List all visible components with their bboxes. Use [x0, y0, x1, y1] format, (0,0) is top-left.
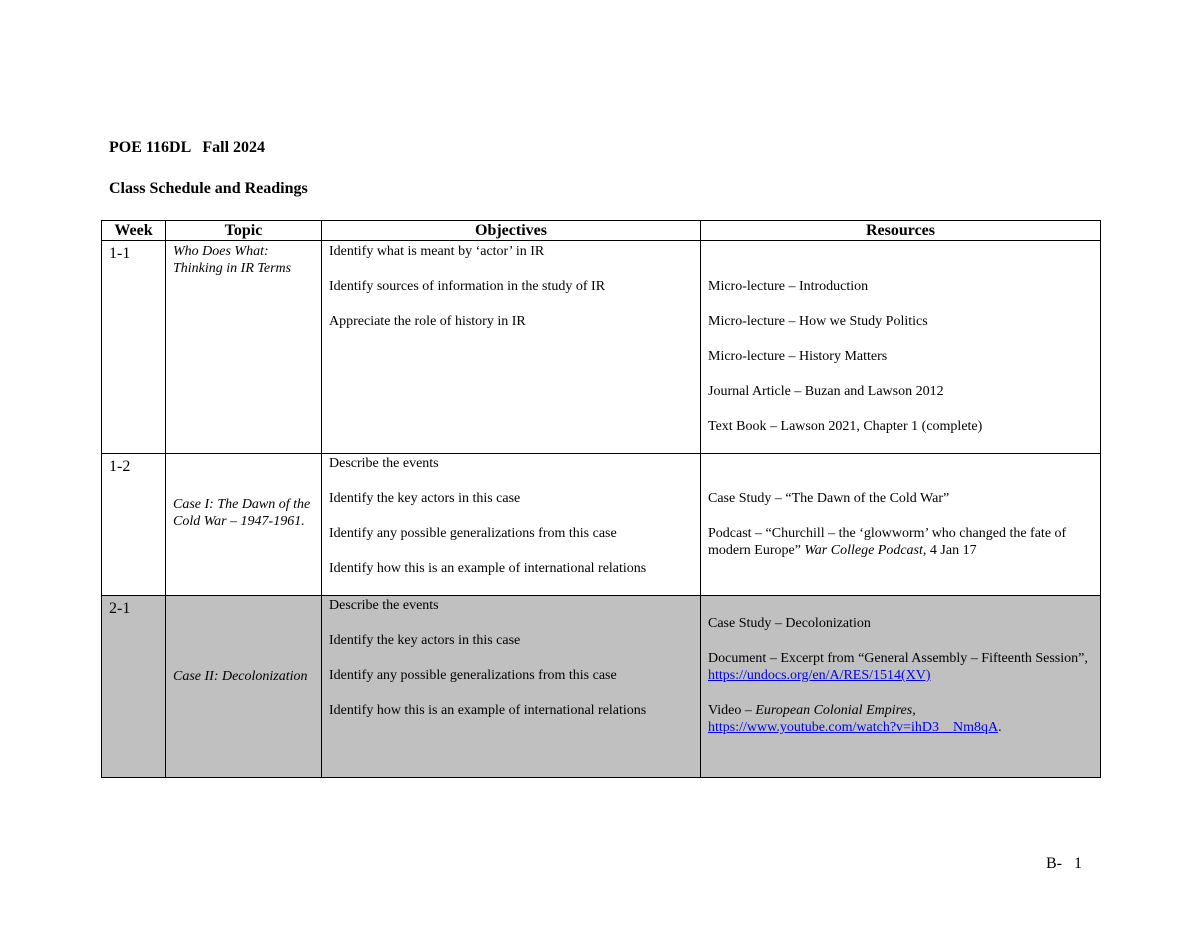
week-cell: 1-2 — [102, 454, 166, 596]
video-link[interactable]: https://www.youtube.com/watch?v=ihD3__Nm8qA — [708, 720, 999, 735]
column-header-week: Week — [102, 221, 166, 241]
page-number-value: 1 — [1074, 855, 1082, 872]
schedule-table — [101, 220, 1101, 778]
column-header-topic: Topic — [166, 221, 322, 241]
topic-cell: Case II: Decolonization — [166, 596, 322, 778]
resource-item-document — [708, 650, 1093, 684]
objective-item: Identify what is meant by ‘actor’ in IR — [329, 244, 545, 259]
page-title — [109, 139, 265, 157]
page-subtitle: Class Schedule and Readings — [109, 180, 308, 197]
table-header-row — [102, 221, 1101, 241]
page-prefix: B- — [1046, 855, 1062, 872]
resources-cell — [701, 241, 1101, 454]
objective-item: Identify any possible generalizations from this case — [329, 668, 617, 683]
topic-cell: Case I: The Dawn of the Cold War – 1947-1961. — [166, 454, 322, 596]
video-label: Video – — [708, 703, 756, 718]
column-header-resources: Resources — [701, 221, 1101, 241]
objective-item: Describe the events — [329, 598, 439, 613]
week-cell: 1-1 — [102, 241, 166, 454]
document-title: Document – Excerpt from “General Assembly – Fifteenth Session”, — [708, 651, 1088, 666]
video-title: European Colonial Empires, — [755, 703, 916, 718]
resources-cell — [701, 596, 1101, 778]
objective-item: Appreciate the role of history in IR — [329, 314, 526, 329]
podcast-source: War College Podcast — [804, 543, 923, 558]
objectives-cell — [322, 596, 701, 778]
document-link[interactable]: https://undocs.org/en/A/RES/1514(XV) — [708, 668, 931, 683]
table-row — [102, 596, 1101, 778]
podcast-title: Podcast – “Churchill – the ‘glowworm’ who changed the fate of modern Europe” — [708, 526, 1067, 558]
course-code: POE 116DL — [109, 139, 191, 156]
resource-item: Text Book – Lawson 2021, Chapter 1 (complete) — [708, 419, 983, 434]
page-number — [1046, 855, 1082, 873]
table-row — [102, 454, 1101, 596]
video-suffix: . — [998, 720, 1002, 735]
objective-item: Identify any possible generalizations from this case — [329, 526, 617, 541]
objective-item: Identify how this is an example of international relations — [329, 703, 647, 718]
resource-item-case-study: Case Study – Decolonization — [708, 616, 871, 631]
objective-item: Identify the key actors in this case — [329, 633, 521, 648]
objectives-cell — [322, 241, 701, 454]
resource-item: Micro-lecture – How we Study Politics — [708, 314, 928, 329]
resource-item-video — [708, 702, 1093, 736]
resource-item: Micro-lecture – History Matters — [708, 349, 888, 364]
resource-item-podcast — [708, 525, 1093, 559]
week-cell: 2-1 — [102, 596, 166, 778]
resource-item: Journal Article – Buzan and Lawson 2012 — [708, 384, 944, 399]
objectives-cell — [322, 454, 701, 596]
course-term: Fall 2024 — [202, 139, 266, 156]
resource-item: Micro-lecture – Introduction — [708, 279, 869, 294]
objective-item: Identify how this is an example of international relations — [329, 561, 647, 576]
table-row — [102, 241, 1101, 454]
objective-item: Identify the key actors in this case — [329, 491, 521, 506]
podcast-date: , 4 Jan 17 — [922, 543, 977, 558]
resource-item-case-study: Case Study – “The Dawn of the Cold War” — [708, 491, 950, 506]
column-header-objectives: Objectives — [322, 221, 701, 241]
topic-cell: Who Does What: Thinking in IR Terms — [166, 241, 322, 454]
objective-item: Identify sources of information in the study of IR — [329, 279, 606, 294]
resources-cell — [701, 454, 1101, 596]
objective-item: Describe the events — [329, 456, 439, 471]
